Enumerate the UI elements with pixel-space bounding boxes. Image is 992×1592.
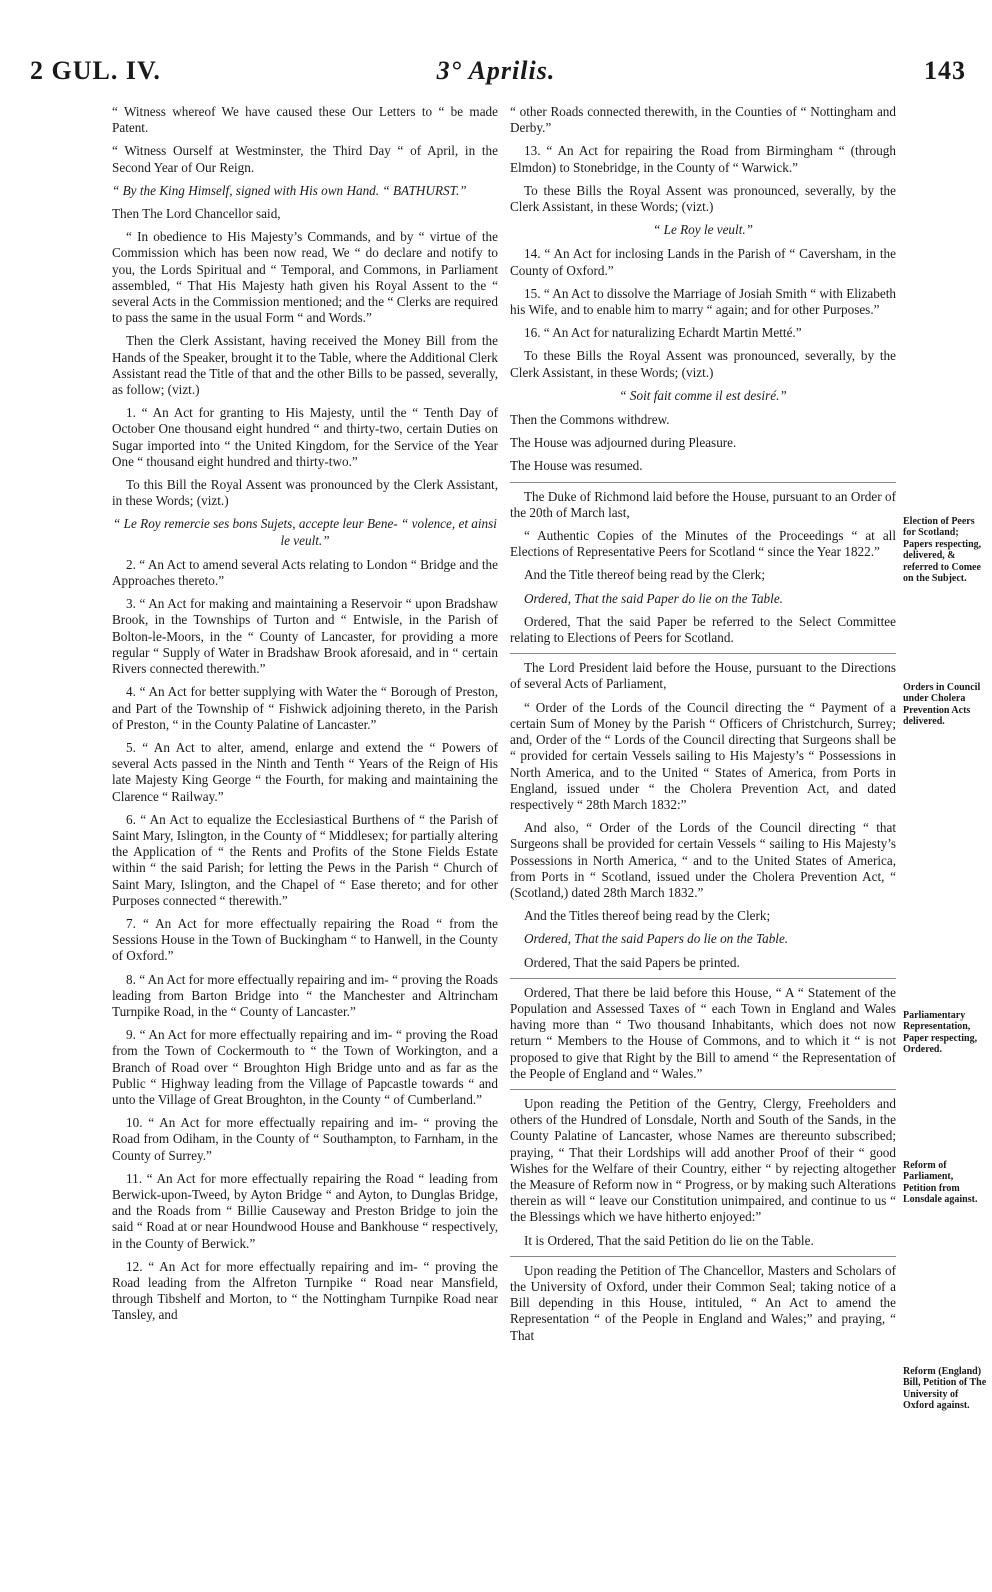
running-head-left: 2 GUL. IV.: [30, 56, 161, 85]
paragraph: Then The Lord Chancellor said,: [112, 206, 281, 222]
paragraph: The Lord President laid before the House, pursuant to the Directions of several Acts of Parliament,: [510, 660, 896, 692]
paragraph: “ Witness Ourself at Westminster, the Third Day “ of April, in the Second Year of Our Reign.: [112, 143, 498, 175]
section-divider: [510, 653, 896, 654]
act-item: 10. “ An Act for more effectually repairing and im- “ proving the Road from Odiham, in the County of “ Southampton, to Farnham, in the County of Surrey.”: [112, 1115, 498, 1163]
paragraph: It is Ordered, That the said Petition do lie on the Table.: [524, 1232, 814, 1248]
paragraph: And the Titles thereof being read by the Clerk;: [524, 908, 771, 924]
section-divider: [510, 978, 896, 979]
act-item: 13. “ An Act for repairing the Road from Birmingham “ (through Elmdon) to Stonebridge, in the County of “ Warwick.”: [510, 143, 896, 175]
paragraph: To these Bills the Royal Assent was pronounced, severally, by the Clerk Assistant, in these Words; (vizt.): [510, 182, 896, 215]
paragraph: The House was resumed.: [510, 458, 643, 474]
left-column: [112, 104, 498, 1331]
act-item: 4. “ An Act for better supplying with Water the “ Borough of Preston, and Part of the Township of “ Fishwick adjoining thereto, in the Parish of Preston, “ in the County Palatine of Lancaster.”: [112, 684, 498, 732]
paragraph: Ordered, That there be laid before this House, “ A “ Statement of the Population and Assessed Taxes of “ each Town in England and Wales having more than “ Two thousand Inhabitants, which does not now return “ Members to the House of Commons, and to which it “ is not proposed to give that Right by the Bill to amend “ the Representation of the People of England and “ Wales.”: [510, 984, 896, 1081]
section-divider: [510, 1256, 896, 1257]
paragraph: And the Title thereof being read by the Clerk;: [524, 567, 765, 583]
royal-formula: “ Le Roy le veult.”: [653, 222, 753, 238]
margin-note-peers-scotland: Election of Peers for Scotland; Papers respecting, delivered, & referred to Comee on the Subject.: [903, 516, 982, 585]
margin-note-cholera-orders: Orders in Council under Cholera Prevention Acts delivered.: [903, 682, 981, 728]
act-item: 7. “ An Act for more effectually repairing the Road “ from the Sessions House in the Town of Buckingham “ to Hanwell, in the County of Oxford.”: [112, 915, 498, 964]
act-item: 1. “ An Act for granting to His Majesty, until the “ Tenth Day of October One thousand eight hundred “ and thirty-two, certain Duties on Sugar imported into “ the United Kingdom, for the Service of the Year One “ thousand eight hundred and thirty-two.”: [112, 405, 498, 469]
section-divider: [510, 482, 896, 483]
paragraph: “ Authentic Copies of the Minutes of the Proceedings “ at all Elections of Representative Peers for Scotland “ since the Year 1822.”: [510, 528, 896, 560]
act-item: 2. “ An Act to amend several Acts relating to London “ Bridge and the Approaches thereto.”: [112, 556, 498, 589]
paragraph: The House was adjourned during Pleasure.: [510, 435, 737, 451]
paragraph: To these Bills the Royal Assent was pronounced, severally, by the Clerk Assistant, in these Words; (vizt.): [510, 348, 896, 380]
paragraph: Upon reading the Petition of the Gentry, Clergy, Freeholders and others of the Hundred of Lonsdale, North and South of the Sands, in the County Palatine of Lancaster, whose Names are thereunto subscribed; praying, “ That their Lordships will add another Proof of their “ good Wishes for the Welfare of their Country, either “ by rejecting altogether the Measure of Reform now in “ Progress, or by making such Alterations therein as will “ leave our Constitution unimpaired, and continue to us “ the Blessings which we have hitherto enjoyed:”: [510, 1095, 896, 1225]
act-item: 9. “ An Act for more effectually repairing and im- “ proving the Road from the Town of Cockermouth to “ the Town of Workington, and a Branch of Road over “ Broughton High Bridge unto and as far as the Public “ Highway leading from the Village of Papcastle towards “ and unto the Village of Great Broughton, in the County “ of Cumberland.”: [112, 1027, 498, 1107]
right-column: [510, 104, 896, 1351]
royal-formula: “ Le Roy remercie ses bons Sujets, accepte leur Bene- “ volence, et ainsi le veult.”: [113, 516, 497, 548]
act-item: 6. “ An Act to equalize the Ecclesiastical Burthens of “ the Parish of Saint Mary, Islington, in the County of “ Middlesex; for partially altering the Application of “ the Rents and Profits of the Stone Fields Estate within “ the said Parish; for letting the Pews in the Parish “ Church of Saint Mary, Islington, and the Chapel of “ Ease thereto; and for other Purposes connected “ therewith.”: [112, 811, 498, 908]
paragraph: “ In obedience to His Majesty’s Commands, and by “ virtue of the Commission which has been now read, We “ do declare and notify to you, the Lords Spiritual and “ Temporal, and Commons, in Parliament assembled, “ That His Majesty hath given his Royal Assent to the “ several Acts in the Commission mentioned; and the “ Clerks are required to pass the same in the usual Form “ and Words.”: [112, 229, 498, 326]
paragraph: Upon reading the Petition of The Chancellor, Masters and Scholars of the University of Oxford, under their Common Seal; taking notice of a Bill depending in this House, intituled, “ An Act to amend the Representation “ of the People in England and Wales;” and praying, “ That: [510, 1262, 896, 1343]
paragraph: To this Bill the Royal Assent was pronounced by the Clerk Assistant, in these Words; (vizt.): [112, 477, 498, 509]
margin-note-lonsdale-petition: Reform of Parliament, Petition from Lonsdale against.: [903, 1160, 978, 1206]
paragraph: “ other Roads connected therewith, in the Counties of “ Nottingham and Derby.”: [510, 104, 896, 136]
act-item: 12. “ An Act for more effectually repairing and im- “ proving the Road leading from the Alfreton Turnpike “ Road near Mansfield, through Tibshelf and Morton, to “ the Nottingham Turnpike Road near Tansley, and: [112, 1258, 498, 1323]
paragraph: And also, “ Order of the Lords of the Council directing “ that Surgeons shall be provided for certain Vessels “ sailing to His Majesty’s Possessions in North America, “ and to the United States of America, from Ports in “ Scotland, issued under the Cholera Prevention Act, “ (Scotland,) dated 28th March 1832.”: [510, 820, 896, 900]
act-item: 15. “ An Act to dissolve the Marriage of Josiah Smith “ with Elizabeth his Wife, and to enable him to marry “ again; and for other Purposes.”: [510, 285, 896, 318]
margin-note-oxford-petition: Reform (England) Bill, Petition of The University of Oxford against.: [903, 1366, 987, 1412]
paragraph: Ordered, That the said Papers be printed.: [524, 954, 740, 970]
page-number: 143: [924, 56, 966, 85]
paragraph: Then the Commons withdrew.: [510, 412, 670, 428]
royal-formula: “ Soit fait comme il est desiré.”: [619, 387, 787, 403]
act-item: 11. “ An Act for more effectually repairing the Road “ leading from Berwick-upon-Tweed, by Ayton Bridge “ and Ayton, to Dunglas Bridge, and the Roads from “ Billie Causeway and Preston Bridge to join the said “ Road at or near Houndwood House and Bankhouse “ respectively, in the County of Berwick.”: [112, 1170, 498, 1251]
act-item: 16. “ An Act for naturalizing Echardt Martin Metté.”: [524, 325, 802, 341]
act-item: 3. “ An Act for making and maintaining a Reservoir “ upon Bradshaw Brook, in the Townships of Turton and “ Entwisle, in the Parish of Bolton-le-Moors, in the “ County of Lancaster, for providing a more regular “ Supply of Water in Bradshaw Brook aforesaid, and in “ certain Rivers connected therewith.”: [112, 596, 498, 677]
paragraph: “ Order of the Lords of the Council directing the “ Payment of a certain Sum of Money by the Parish “ Officers of Christchurch, Surrey; and, Order of the “ Lords of the Council directing that Surgeons shall be “ provided for certain Vessels sailing to His Majesty’s “ Possessions in North America, and to the United “ States of America, from Ports in England, issued under “ the Cholera Prevention Act, and dated respectively “ 28th March 1832:”: [510, 699, 896, 812]
paragraph: Ordered, That the said Paper be referred to the Select Committee relating to Elections of Peers for Scotland.: [510, 613, 896, 646]
paragraph: Ordered, That the said Papers do lie on the Table.: [524, 931, 789, 947]
paragraph: “ Witness whereof We have caused these Our Letters to “ be made Patent.: [112, 104, 498, 136]
paragraph: Then the Clerk Assistant, having received the Money Bill from the Hands of the Speaker, brought it to the Table, where the Additional Clerk Assistant read the Title of that and the other Bills to be passed, severally, as follow; (vizt.): [112, 333, 498, 398]
running-head-date: 3° Aprilis.: [436, 56, 556, 85]
act-item: 8. “ An Act for more effectually repairing and im- “ proving the Roads leading from Barton Bridge into “ the Manchester and Altrincham Turnpike Road, in the “ County of Lancaster.”: [112, 971, 498, 1019]
paragraph: “ By the King Himself, signed with His own Hand. “ BATHURST.”: [112, 182, 467, 198]
act-item: 5. “ An Act to alter, amend, enlarge and extend the “ Powers of several Acts passed in the Ninth and Tenth “ Years of the Reign of His late Majesty King George “ the Fourth, for making and maintaining the Clarence “ Railway.”: [112, 739, 498, 804]
margin-note-representation-paper: Parliamentary Representation, Paper respecting, Ordered.: [903, 1010, 978, 1056]
paragraph: The Duke of Richmond laid before the House, pursuant to an Order of the 20th of March last,: [510, 488, 896, 520]
paragraph: Ordered, That the said Paper do lie on the Table.: [524, 590, 783, 606]
section-divider: [510, 1089, 896, 1090]
act-item: 14. “ An Act for inclosing Lands in the Parish of “ Caversham, in the County of Oxford.”: [510, 246, 896, 278]
